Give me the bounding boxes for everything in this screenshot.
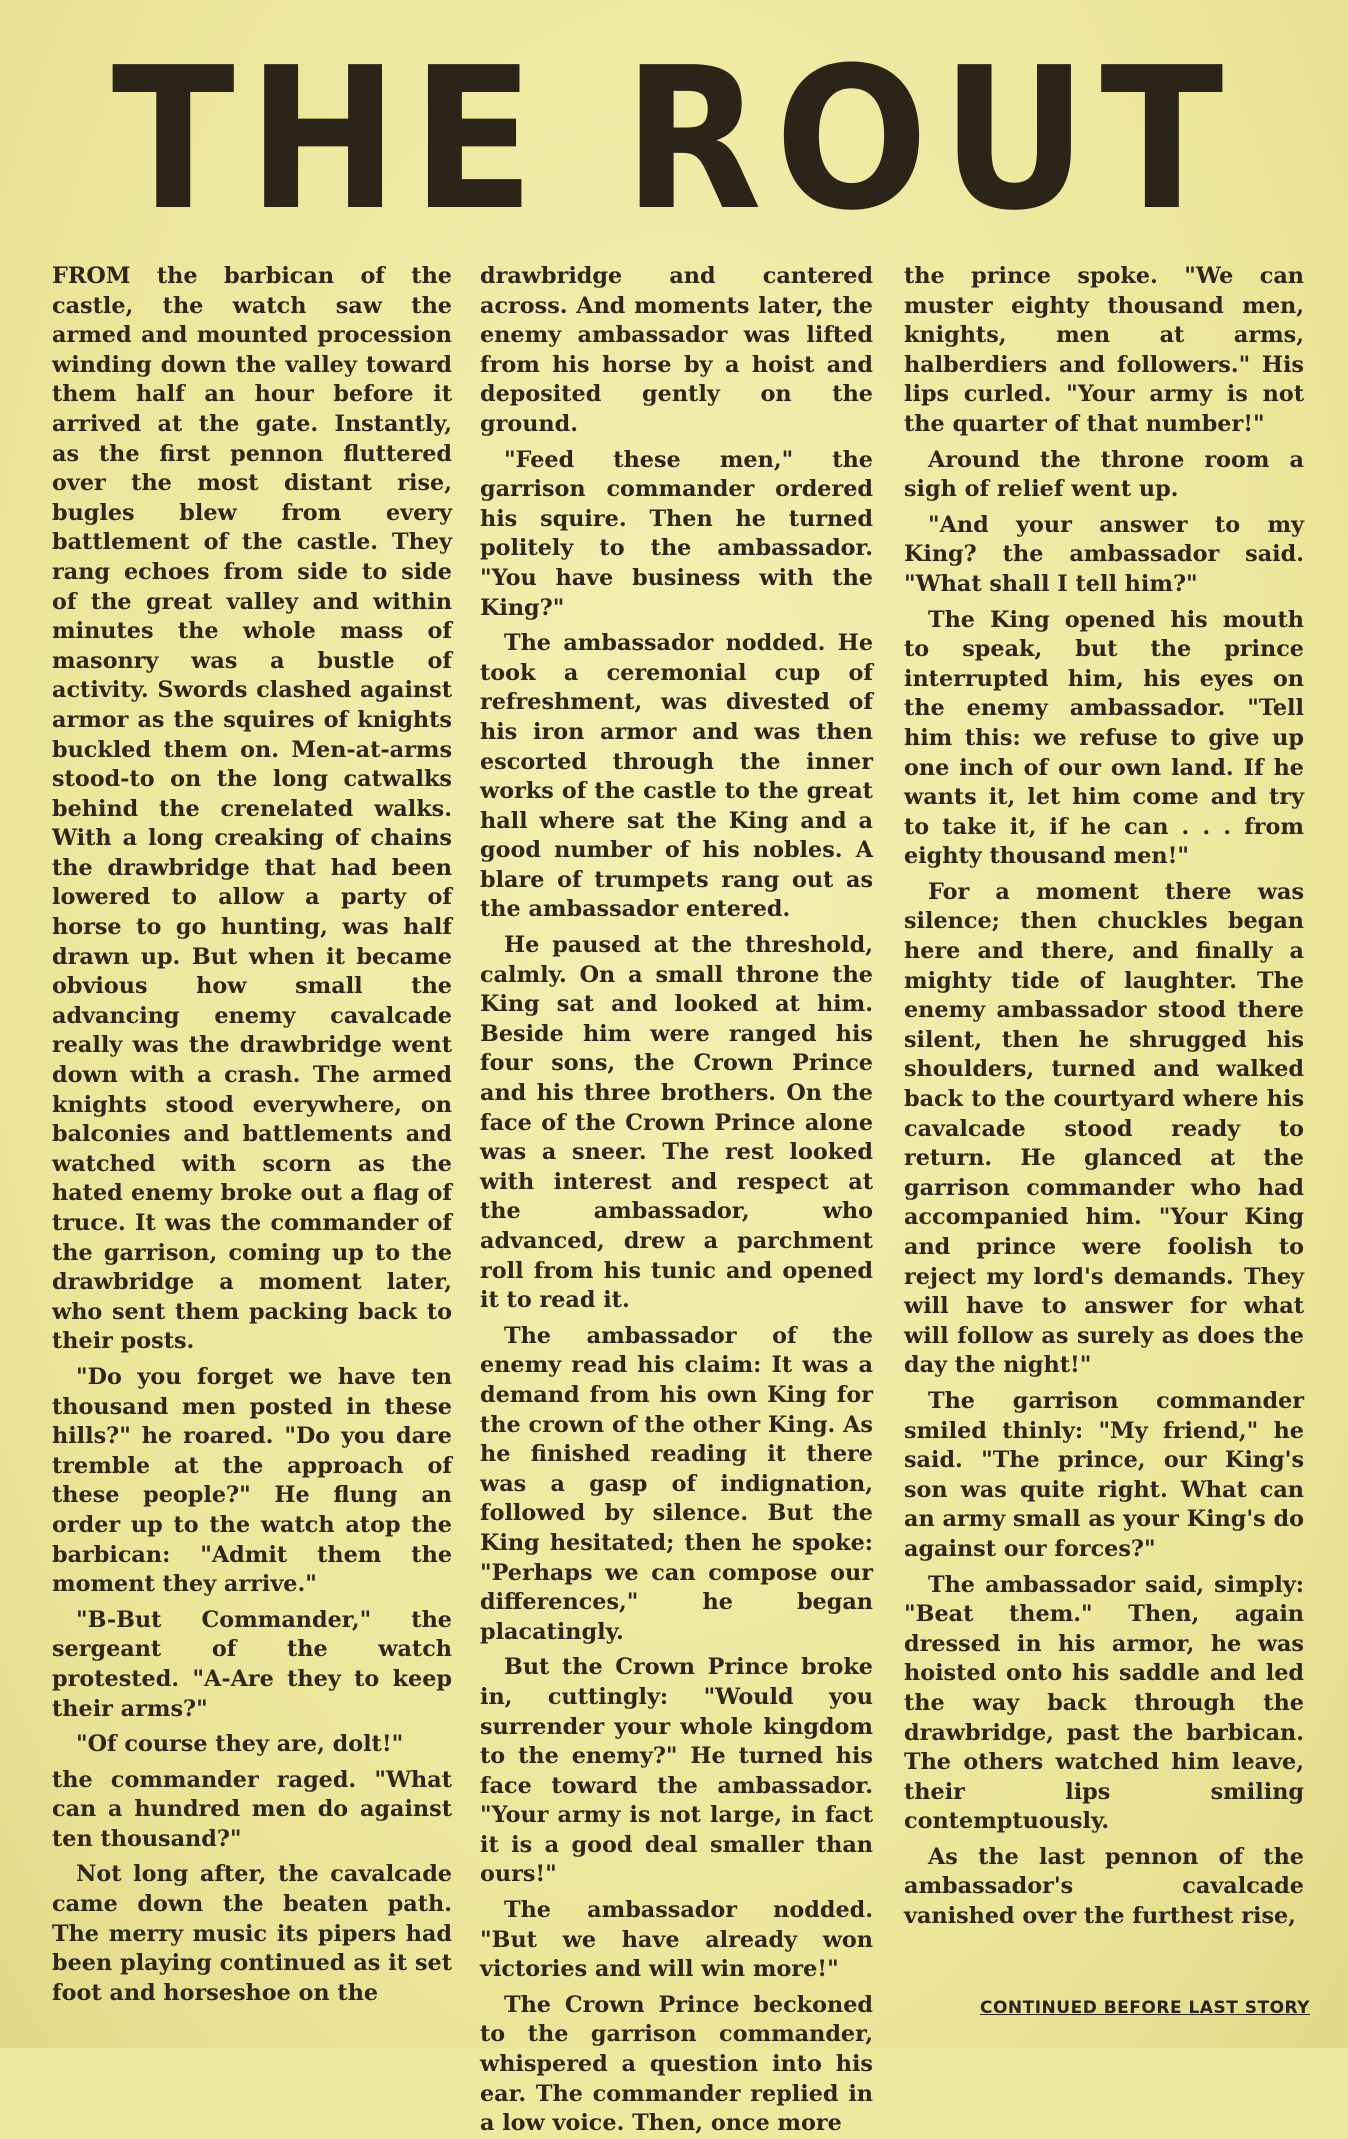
paragraph: "Feed these men," the garrison commander ordered his squire. Then he turned politely to the ambassador. "You have business with the King?": [480, 446, 873, 621]
paragraph: The ambassador nodded. "But we have already won victories and will win more!": [480, 1897, 873, 1983]
paragraph: As the last pennon of the ambassador's cavalcade vanished over the furthest rise,: [904, 1843, 1304, 1930]
paragraph: But the Crown Prince broke in, cuttingly: "Would you surrender your whole kingdom to the enemy?" He turned his face toward the ambassador. "Your army is not large, in fact it is a good deal smaller than ours!": [480, 1654, 873, 1888]
text-column-2: [480, 262, 873, 2137]
continued-note: CONTINUED BEFORE LAST STORY: [979, 1998, 1310, 2018]
paragraph: the commander raged. "What can a hundred men do against ten thousand?": [52, 1766, 452, 1852]
paragraph: The ambassador said, simply: "Beat them." Then, again dressed in his armor, he was hoisted onto his saddle and led the way back through the drawbridge, past the barbican. The others watched him leave, their lips smiling contemptuously.: [904, 1571, 1304, 1835]
paragraph: The garrison commander smiled thinly: "My friend," he said. "The prince, our King's son was quite right. What can an army small as your King's do against our forces?": [904, 1387, 1304, 1562]
paragraph: "Of course they are, dolt!": [76, 1731, 404, 1758]
story-title: THE ROUT: [111, 26, 1237, 254]
paragraph: He paused at the threshold, calmly. On a small throne the King sat and looked at him. Beside him were ranged his four sons, the Crown Prince and his three brothers. On the face of the Crown Prince alone was a sneer. The rest looked with interest and respect at the ambassador, who advanced, drew a parchment roll from his tunic and opened it to read it.: [480, 932, 873, 1314]
paragraph: "Do you forget we have ten thousand men posted in these hills?" he roared. "Do you dare tremble at the approach of these people?" He flung an order up to the watch atop the barbican: "Admit them the moment they arrive.": [52, 1363, 452, 1598]
paragraph: "And your answer to my King? the ambassador said. "What shall I tell him?": [904, 511, 1304, 597]
paragraph: Not long after, the cavalcade came down the beaten path. The merry music its pipers had been playing continued as it set foot and horseshoe on the: [52, 1861, 452, 2006]
text-column-1: [52, 262, 452, 2006]
paragraph: The King opened his mouth to speak, but the prince interrupted him, his eyes on the enemy ambassador. "Tell him this: we refuse to give up one inch of our own land. If he wants it, let him come and try to take it, if he can . . . from eighty thousand men!": [904, 606, 1304, 870]
paragraph: The ambassador nodded. He took a ceremonial cup of refreshment, was divested of his iron armor and was then escorted through the inner works of the castle to the great hall where sat the King and a good number of his nobles. A blare of trumpets rang out as the ambassador entered.: [480, 630, 873, 923]
paragraph: The ambassador of the enemy read his claim: It was a demand from his own King for the crown of the other King. As he finished reading it there was a gasp of indignation, followed by silence. But the King hesitated; then he spoke: "Perhaps we can compose our differences," he began placatingly.: [480, 1322, 873, 1645]
paragraph: For a moment there was silence; then chuckles began here and there, and finally a mighty tide of laughter. The enemy ambassador stood there silent, then he shrugged his shoulders, turned and walked back to the courtyard where his cavalcade stood ready to return. He glanced at the garrison commander who had accompanied him. "Your King and prince were foolish to reject my lord's demands. They will have to answer for what will follow as surely as does the day the night!": [904, 878, 1304, 1379]
text-column-3: [904, 262, 1304, 1962]
paragraph: drawbridge and cantered across. And moments later, the enemy ambassador was lifted from his horse by a hoist and deposited gently on the ground.: [480, 263, 873, 437]
paragraph: the prince spoke. "We can muster eighty thousand men, knights, men at arms, halberdiers and followers." His lips curled. "Your army is not the quarter of that number!": [904, 263, 1304, 437]
paragraph: FROM the barbican of the castle, the watch saw the armed and mounted procession winding down the valley toward them half an hour before it arrived at the gate. Instantly, as the first pennon fluttered over the most distant rise, bugles blew from every battlement of the castle. They rang echoes from side to side of the great valley and within minutes the whole mass of masonry was a bustle of activity. Swords clashed against armor as the squires of knights buckled them on. Men-at-arms stood-to on the long catwalks behind the crenelated walks. With a long creaking of chains the drawbridge that had been lowered to allow a party of horse to go hunting, was half drawn up. But when it became obvious how small the advancing enemy cavalcade really was the drawbridge went down with a crash. The armed knights stood everywhere, on balconies and battlements and watched with scorn as the hated enemy broke out a flag of truce. It was the commander of the garrison, coming up to the drawbridge a moment later, who sent them packing back to their posts.: [52, 263, 452, 1355]
paragraph: "B-But Commander," the sergeant of the watch protested. "A-Are they to keep their arms?": [52, 1606, 452, 1722]
paragraph: The Crown Prince beckoned to the garrison commander, whispered a question into his ear. The commander replied in a low voice. Then, once more: [480, 1991, 873, 2137]
paragraph: Around the throne room a sigh of relief went up.: [904, 446, 1304, 503]
